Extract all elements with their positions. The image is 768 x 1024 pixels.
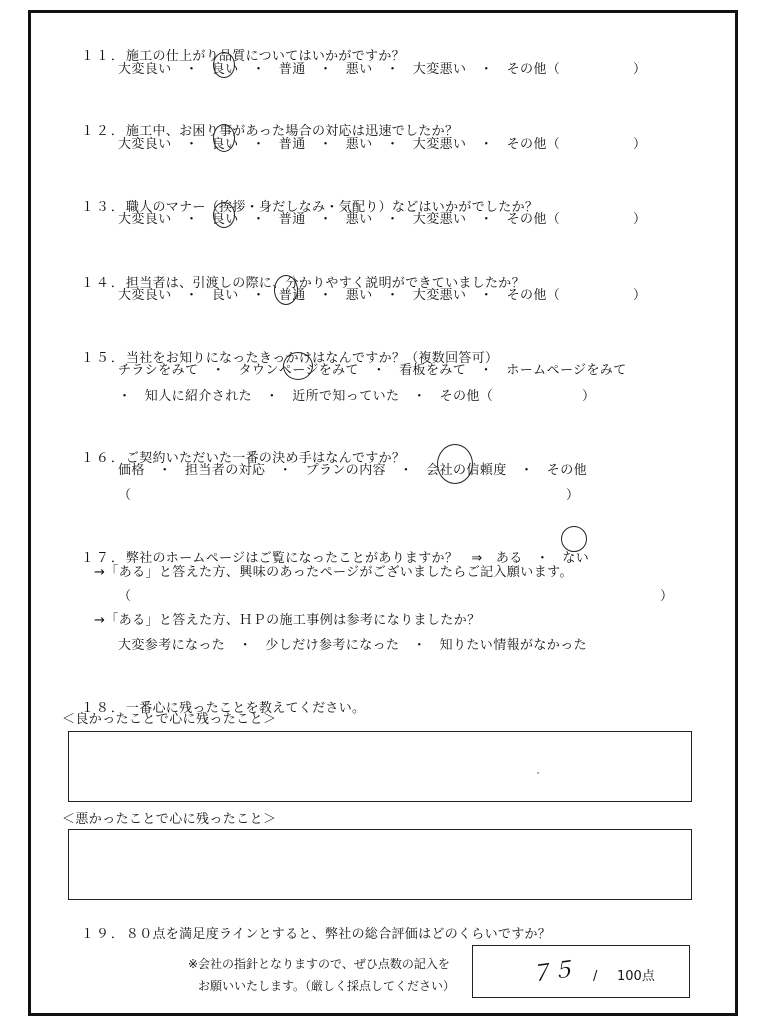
good-memory-box[interactable] [68,731,692,802]
question-19: １９．８０点を満足度ラインとすると、弊社の総合評価はどのくらいですか？ [80,927,552,942]
q13-options: 大変良い ・ 良い ・ 普通 ・ 悪い ・ 大変悪い ・ その他（ [118,212,561,227]
q17-followup-2: →「ある」と答えた方、ＨＰの施工事例は参考になりましたか？ [94,613,481,628]
q16-close-paren: ） [566,488,580,503]
score-note-line1: ※会社の指針となりますので、ぜひ点数の記入を [188,957,450,971]
q13-answer-circle [213,202,235,228]
q14-answer-circle [274,275,298,305]
q12-options: 大変良い ・ 良い ・ 普通 ・ 悪い ・ 大変悪い ・ その他（ [118,137,561,152]
q12-answer-circle [213,124,235,152]
q15-options-line1: チラシをみて ・ タウンページをみて ・ 看板をみて ・ ホームページをみて [118,363,627,378]
bad-memory-box[interactable] [68,829,692,900]
score-max: 100点 [617,969,655,984]
q14-close-paren: ） [633,288,647,303]
q14-options: 大変良い ・ 良い ・ 普通 ・ 悪い ・ 大変悪い ・ その他（ [118,288,561,303]
question-12: １２．施工中、お困り事があった場合の対応は迅速でしたか？ [80,124,459,139]
q16-options: 価格 ・ 担当者の対応 ・ プランの内容 ・ 会社の信頼度 ・ その他 [118,463,588,478]
q17-close-paren: ） [660,589,674,604]
score-separator: / [593,969,598,984]
q16-answer-circle [437,444,473,484]
q17-answer-circle [561,526,587,552]
q17-followup-options: 大変参考になった ・ 少しだけ参考になった ・ 知りたい情報がなかった [118,638,588,653]
q17-open-paren: （ [118,589,132,604]
good-memory-label: ＜良かったことで心に残ったこと＞ [62,712,277,727]
q15-close-paren: ） [582,389,596,404]
question-17: １７．弊社のホームページはご覧になったことがありますか？ ⇒ ある ・ ない [80,551,590,566]
q12-close-paren: ） [633,137,647,152]
q15-answer-circle [283,352,313,380]
question-18: １８．一番心に残ったことを教えてください。 [80,701,366,716]
question-11: １１．施工の仕上がり品質についてはいかがですか？ [80,49,405,64]
question-14: １４．担当者は、引渡しの際に、分かりやすく説明ができていましたか？ [80,276,525,291]
question-15: １５．当社をお知りになったきっかけはなんですか？（複数回答可） [80,351,499,366]
question-13: １３．職人のマナー（挨拶・身だしなみ・気配り）などはいかがでしたか？ [80,200,539,215]
q17-followup-1: →「ある」と答えた方、興味のあったページがございましたらご記入願います。 [94,565,573,580]
q11-answer-circle [213,52,235,78]
score-note-line2: お願いいたします。（厳しく採点してください） [198,979,456,993]
q16-open-paren: （ [118,488,132,503]
score-box[interactable] [472,945,690,998]
speck [537,772,539,774]
q13-close-paren: ） [633,212,647,227]
question-16: １６．ご契約いただいた一番の決め手はなんですか？ [80,451,406,466]
bad-memory-label: ＜悪かったことで心に残ったこと＞ [62,812,277,827]
q11-close-paren: ） [633,62,647,77]
q11-options: 大変良い ・ 良い ・ 普通 ・ 悪い ・ 大変悪い ・ その他（ [118,62,561,77]
handwritten-score: ７５ [528,957,576,988]
q15-options-line2: ・ 知人に紹介された ・ 近所で知っていた ・ その他（ [118,389,494,404]
